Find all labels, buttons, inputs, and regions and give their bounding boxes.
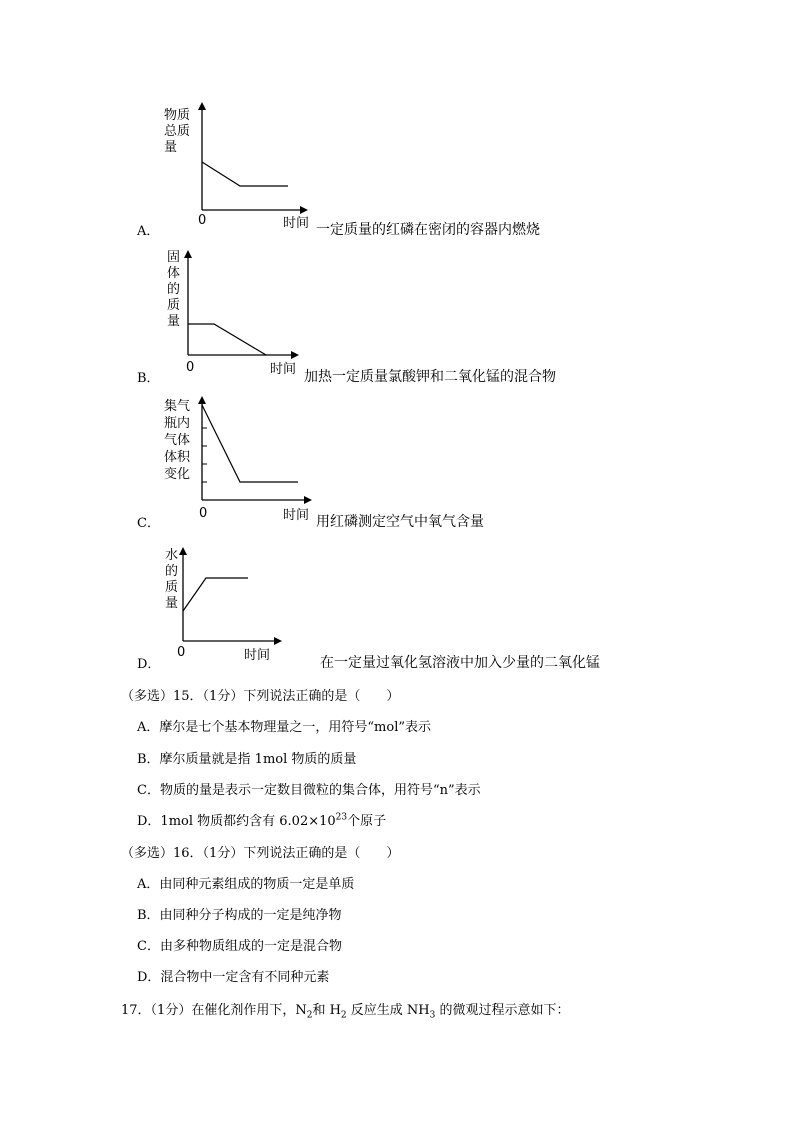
graph-a-origin: 0 — [198, 213, 207, 228]
graph-c-origin: 0 — [199, 506, 208, 521]
graph-c-xlabel: 时间 — [283, 508, 310, 523]
graph-b-origin: 0 — [186, 360, 195, 375]
question-17-stem: 17．（1分）在催化剂作用下，$N_2$和 $H_2$ 反应生成 $NH_3$ 的微观过程示意如下： — [121, 1003, 570, 1021]
graph-d-curve — [183, 578, 248, 611]
graph-c-letter: C． — [137, 516, 160, 531]
question-16-option-a: A．由同种元素组成的物质一定是单质 — [137, 877, 355, 892]
graph-a-xlabel: 时间 — [283, 216, 310, 231]
graph-a-caption: 一定质量的红磷在密闭的容器内燃烧 — [316, 222, 540, 238]
question-15-option-b: B．摩尔质量就是指 1mol 物质的质量 — [137, 752, 357, 767]
question-16-option-b: B．由同种分子构成的一定是纯净物 — [137, 908, 342, 923]
question-16-option-d: D．混合物中一定含有不同种元素 — [137, 970, 330, 985]
graph-d-ylabel: 水 的 质 量 — [165, 548, 179, 611]
graph-c-ylabel: 集气 瓶内 气体 体积 变化 — [164, 399, 191, 482]
graph-d-letter: D． — [137, 657, 161, 672]
graph-d-xlabel: 时间 — [244, 648, 271, 663]
graph-a-letter: A． — [137, 224, 160, 239]
question-15-option-c: C．物质的量是表示一定数目微粒的集合体，用符号“n”表示 — [137, 783, 481, 798]
graph-d-origin: 0 — [177, 645, 186, 660]
graph-b-caption: 加热一定质量氯酸钾和二氧化锰的混合物 — [304, 369, 556, 385]
graph-c-caption: 用红磷测定空气中氧气含量 — [316, 514, 484, 530]
question-16-stem: （多选）16．（1分）下列说法正确的是（ ） — [121, 846, 400, 861]
question-15-option-d: D．1mol 物质都约含有 $6.02\times 10^{23}$个原子 — [137, 812, 387, 829]
question-15-stem: （多选）15．（1分）下列说法正确的是（ ） — [121, 689, 400, 704]
question-16-option-c: C．由多种物质组成的一定是混合物 — [137, 939, 342, 954]
graph-b-letter: B． — [137, 371, 160, 386]
graph-b-xlabel: 时间 — [270, 362, 297, 377]
graph-b-ylabel: 固 体 的 质 量 — [167, 250, 181, 329]
graph-d-caption: 在一定量过氧化氢溶液中加入少量的二氧化锰 — [320, 655, 600, 671]
question-15-option-a: A．摩尔是七个基本物理量之一，用符号“mol”表示 — [137, 720, 431, 735]
graph-a-ylabel: 物质 总质 量 — [164, 108, 191, 155]
